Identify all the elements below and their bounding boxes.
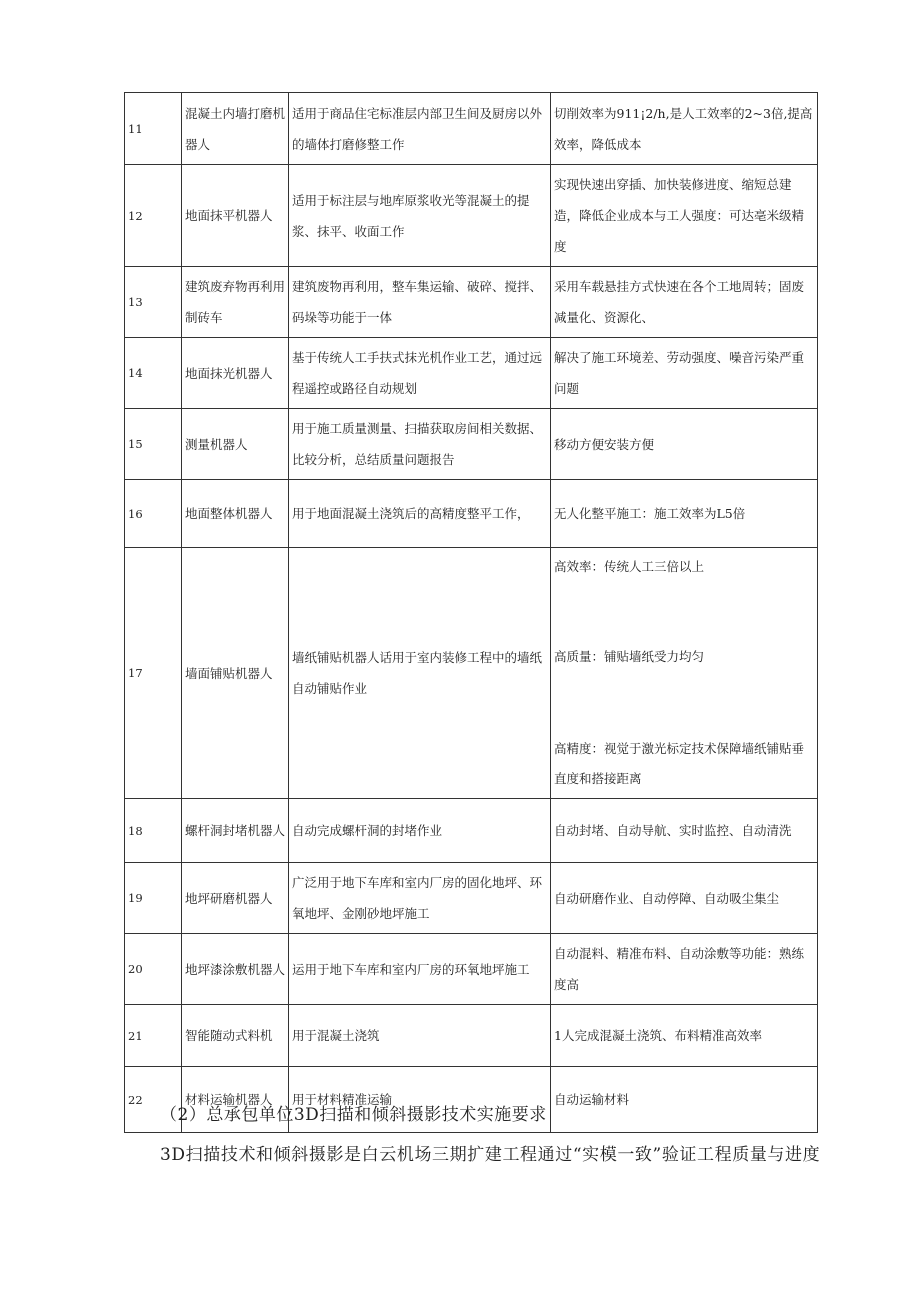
table-row xyxy=(125,548,818,799)
robot-usage: 墙纸铺贴机器人话用于室内装修工程中的墙纸自动铺贴作业 xyxy=(289,548,551,799)
effect-item: 高精度：视觉于激光标定技术保障墙纸铺贴垂直度和搭接距离 xyxy=(554,741,805,786)
table-row xyxy=(125,799,818,863)
robot-effect: 实现快速出穿插、加快装修进度、缩短总建造，降低企业成本与工人强度：可达亳米级精度 xyxy=(551,165,818,267)
robot-effect: 移动方便安装方便 xyxy=(551,409,818,480)
robot-name: 测量机器人 xyxy=(182,409,289,480)
row-number: 15 xyxy=(125,409,182,480)
robot-name: 地坪漆涂敷机器人 xyxy=(182,934,289,1005)
row-number: 16 xyxy=(125,480,182,548)
robot-effect: 无人化整平施工：施工效率为L5倍 xyxy=(551,480,818,548)
row-number: 17 xyxy=(125,548,182,799)
robot-usage: 适用于商品住宅标准层内部卫生间及厨房以外的墙体打磨修整工作 xyxy=(289,93,551,165)
robot-effect: 1人完成混凝土浇筑、布料精准高效率 xyxy=(551,1005,818,1067)
robot-usage: 适用于标注层与地库原浆收光等混凝土的提浆、抹平、收面工作 xyxy=(289,165,551,267)
robot-name: 墙面铺贴机器人 xyxy=(182,548,289,799)
table-row xyxy=(125,267,818,338)
robot-usage: 用于材料精准运输 xyxy=(289,1067,551,1133)
section-body-text: 3D扫描技术和倾斜摄影是白云机场三期扩建工程通过“实模一致”验证工程质量与进度 xyxy=(160,1145,821,1165)
robot-usage: 用于地面混凝土浇筑后的高精度整平工作， xyxy=(289,480,551,548)
row-number: 22 xyxy=(125,1067,182,1133)
robot-name: 螺杆洞封堵机器人 xyxy=(182,799,289,863)
robot-usage: 用于施工质量测量、扫描获取房间相关数据、比较分析，总结质量问题报告 xyxy=(289,409,551,480)
table-row xyxy=(125,1005,818,1067)
robot-name: 智能随动式料机 xyxy=(182,1005,289,1067)
robot-effect: 自动研磨作业、自动停障、自动吸尘集尘 xyxy=(551,863,818,934)
robot-usage: 广泛用于地下车库和室内厂房的固化地坪、环氧地坪、金刚砂地坪施工 xyxy=(289,863,551,934)
robot-usage: 运用于地下车库和室内厂房的环氧地坪施工 xyxy=(289,934,551,1005)
robot-usage: 自动完成螺杆洞的封堵作业 xyxy=(289,799,551,863)
row-number: 19 xyxy=(125,863,182,934)
effect-item: 高质量：铺贴墙纸受力均匀 xyxy=(554,649,705,664)
robot-effect: 自动封堵、自动导航、实时监控、自动清洗 xyxy=(551,799,818,863)
table-row xyxy=(125,480,818,548)
robot-effect: 采用车载悬挂方式快速在各个工地周转；固废减量化、资源化、 xyxy=(551,267,818,338)
robot-effect: 自动运输材料 xyxy=(551,1067,818,1133)
robot-usage: 基于传统人工手扶式抹光机作业工艺，通过远程遥控或路径自动规划 xyxy=(289,338,551,409)
robot-effect: 自动混料、精准布料、自动涂敷等功能：熟练度高 xyxy=(551,934,818,1005)
row-number: 21 xyxy=(125,1005,182,1067)
table-row xyxy=(125,934,818,1005)
robot-equipment-table xyxy=(124,92,818,1133)
table-row xyxy=(125,409,818,480)
row-number: 18 xyxy=(125,799,182,863)
row-number: 12 xyxy=(125,165,182,267)
table-row xyxy=(125,93,818,165)
robot-name: 混凝土内墙打磨机器人 xyxy=(182,93,289,165)
robot-name: 建筑废弃物再利用制砖车 xyxy=(182,267,289,338)
robot-usage: 建筑废物再利用，整车集运输、破碎、搅拌、码垛等功能于一体 xyxy=(289,267,551,338)
robot-usage: 用于混凝土浇筑 xyxy=(289,1005,551,1067)
section-heading: （2）总承包单位3D扫描和倾斜摄影技术实施要求 xyxy=(160,1105,547,1125)
row-number: 13 xyxy=(125,267,182,338)
robot-name: 地面整体机器人 xyxy=(182,480,289,548)
robot-name: 地面抹平机器人 xyxy=(182,165,289,267)
effect-item: 高效率：传统人工三倍以上 xyxy=(554,559,705,574)
robot-name: 地坪研磨机器人 xyxy=(182,863,289,934)
robot-effect: 切削效率为911¡2/h,是人工效率的2~3倍,提高效率，降低成本 xyxy=(551,93,818,165)
table-row xyxy=(125,863,818,934)
robot-effect xyxy=(551,548,818,799)
table-row xyxy=(125,165,818,267)
robot-name: 地面抹光机器人 xyxy=(182,338,289,409)
row-number: 11 xyxy=(125,93,182,165)
row-number: 14 xyxy=(125,338,182,409)
robot-name: 材料运输机器人 xyxy=(182,1067,289,1133)
robot-effect: 解决了施工环境差、劳动强度、噪音污染严重问题 xyxy=(551,338,818,409)
row-number: 20 xyxy=(125,934,182,1005)
table-row xyxy=(125,338,818,409)
